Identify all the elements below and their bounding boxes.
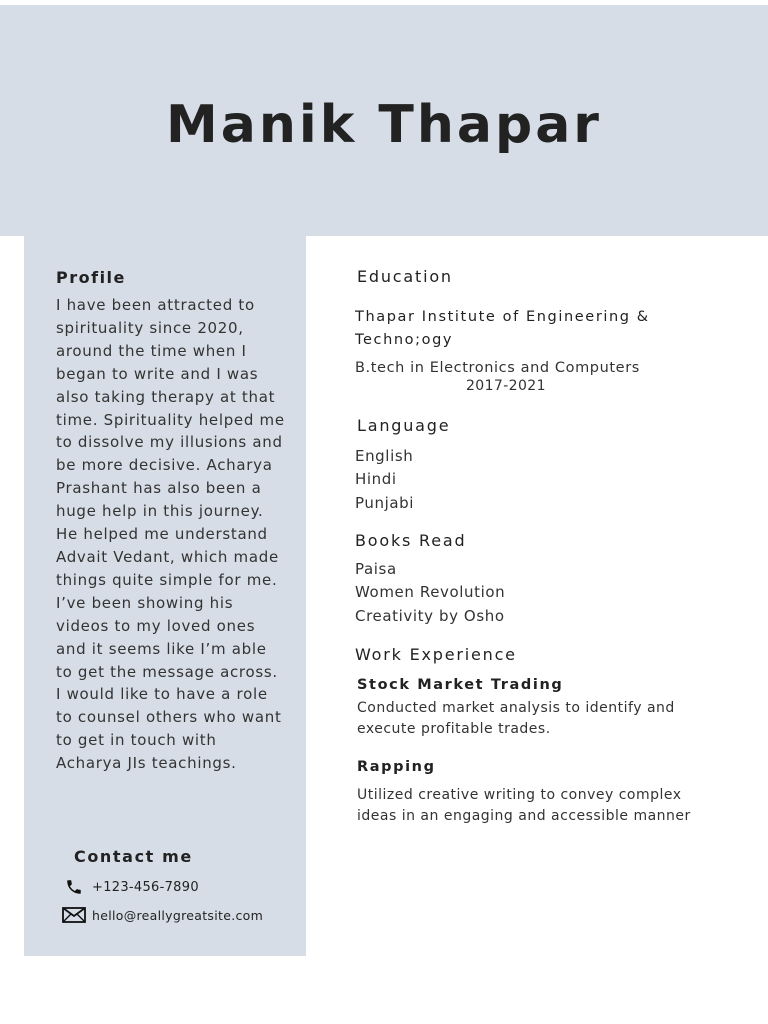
profile-heading: Profile bbox=[56, 268, 126, 287]
contact-phone bbox=[62, 878, 199, 896]
education-institution: Thapar Institute of Engineering & Techno;ogy bbox=[355, 309, 650, 348]
work-heading: Work Experience bbox=[355, 645, 517, 664]
contact-heading: Contact me bbox=[74, 847, 193, 866]
education-degree: B.tech in Electronics and Computers bbox=[355, 360, 640, 376]
job-description-stock-trading: Conducted market analysis to identify and execute profitable trades. bbox=[357, 700, 675, 737]
education-years: 2017-2021 bbox=[466, 378, 546, 394]
job-title-stock-trading: Stock Market Trading bbox=[357, 677, 564, 693]
list-item: Paisa bbox=[355, 560, 397, 578]
job-title-rapping: Rapping bbox=[357, 759, 436, 775]
education-heading: Education bbox=[357, 267, 453, 286]
list-item: Women Revolution bbox=[355, 583, 506, 602]
envelope-icon bbox=[62, 906, 86, 924]
contact-email bbox=[62, 906, 263, 924]
phone-number[interactable]: +123-456-7890 bbox=[92, 879, 199, 895]
profile-text: I have been attracted to spirituality since 2020, around the time when I began to write and I was also taking therapy at that time. Spirituality helped me to dissolve my illusions and be more decisive. Acharya Prashant has also been a huge help in this journey. He helped me understand Advait Vedant, which made things quite simple for me. I’ve been showing his videos to my loved ones and it seems like I’m able to get the message across. I would like to have a role to counsel others who want to get in touch with Acharya JIs teachings. bbox=[56, 296, 285, 773]
language-list bbox=[355, 445, 414, 515]
books-heading: Books Read bbox=[355, 531, 467, 550]
books-list bbox=[355, 558, 505, 628]
resume-name: Manik Thapar bbox=[166, 95, 602, 155]
phone-icon bbox=[62, 878, 86, 896]
list-item: Creativity by Osho bbox=[355, 606, 505, 625]
email-address[interactable]: hello@reallygreatsite.com bbox=[92, 907, 264, 923]
list-item: Punjabi bbox=[355, 493, 415, 512]
list-item: English bbox=[355, 447, 414, 465]
language-heading: Language bbox=[357, 416, 451, 435]
list-item: Hindi bbox=[355, 470, 397, 489]
job-description-rapping: Utilized creative writing to convey complex ideas in an engaging and accessible manner bbox=[357, 787, 691, 824]
